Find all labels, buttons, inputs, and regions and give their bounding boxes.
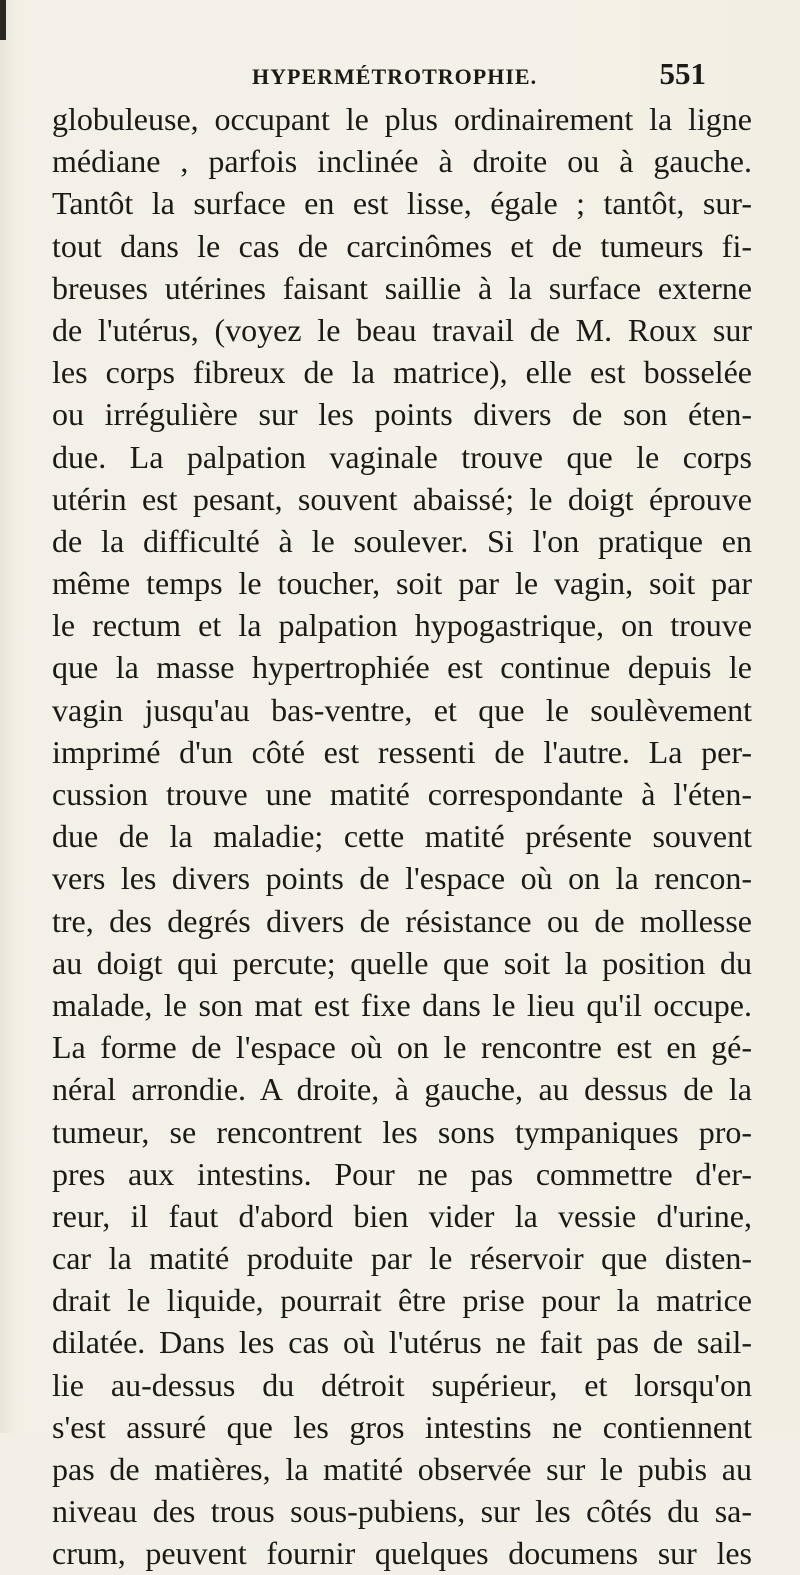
text-line: tout dans le cas de carcinômes et de tumeurs fi- (52, 227, 752, 264)
text-line: ou irrégulière sur les points divers de son éten- (52, 396, 752, 433)
text-line: globuleuse, occupant le plus ordinairement la ligne (52, 101, 752, 137)
text-line: de la difficulté à le soulever. Si l'on pratique en (52, 522, 752, 559)
text-line: le rectum et la palpation hypogastrique, on trouve (52, 607, 752, 644)
text-line: les corps fibreux de la matrice), elle est bosselée (52, 354, 752, 391)
page-number: 551 (659, 56, 706, 91)
text-line: vers les divers points de l'espace où on la rencon- (52, 860, 752, 897)
page-header (250, 56, 706, 102)
text-line: due. La palpation vaginale trouve que le corps (52, 438, 752, 475)
text-line: vagin jusqu'au bas-ventre, et que le soulèvement (52, 691, 752, 728)
text-line: de l'utérus, (voyez le beau travail de M. Roux sur (52, 311, 752, 348)
text-line: drait le liquide, pourrait être prise pour la matrice (52, 1282, 752, 1319)
text-line: Tantôt la surface en est lisse, égale ; tantôt, sur- (52, 185, 752, 222)
body-text (52, 98, 752, 1575)
text-line: due de la maladie; cette matité présente souvent (52, 818, 752, 855)
text-line: dilatée. Dans les cas où l'utérus ne fait pas de sail- (52, 1324, 752, 1361)
text-line: néral arrondie. A droite, à gauche, au dessus de la (52, 1071, 752, 1108)
text-line: même temps le toucher, soit par le vagin, soit par (52, 565, 752, 602)
text-line: malade, le son mat est fixe dans le lieu qu'il occupe. (52, 986, 752, 1023)
text-line: utérin est pesant, souvent abaissé; le doigt éprouve (52, 480, 752, 517)
text-line: s'est assuré que les gros intestins ne contiennent (52, 1408, 752, 1445)
text-line: pas de matières, la matité observée sur le pubis au (52, 1451, 752, 1487)
text-line: au doigt qui percute; quelle que soit la position du (52, 944, 752, 981)
scan-edge-mark (0, 0, 6, 40)
running-head: HYPERMÉTROTROPHIE. (252, 64, 538, 89)
text-line: niveau des trous sous-pubiens, sur les côtés du sa- (52, 1493, 752, 1530)
text-line: reur, il faut d'abord bien vider la vessie d'urine, (52, 1197, 752, 1234)
text-line: pres aux intestins. Pour ne pas commettre d'er- (52, 1155, 752, 1192)
text-line: tre, des degrés divers de résistance ou de mollesse (52, 902, 752, 939)
text-line: breuses utérines faisant saillie à la surface externe (52, 269, 752, 306)
text-line: cussion trouve une matité correspondante à l'éten- (52, 776, 752, 812)
text-line: médiane , parfois inclinée à droite ou à gauche. (52, 143, 752, 180)
text-line: que la masse hypertrophiée est continue depuis le (52, 649, 752, 686)
text-line: tumeur, se rencontrent les sons tympaniques pro- (52, 1113, 752, 1150)
text-line: La forme de l'espace où on le rencontre est en gé- (52, 1029, 752, 1066)
text-line: crum, peuvent fournir quelques documens sur les (52, 1535, 752, 1572)
text-line: car la matité produite par le réservoir que disten- (52, 1240, 752, 1277)
text-line: lie au-dessus du détroit supérieur, et lorsqu'on (52, 1366, 752, 1403)
text-line: imprimé d'un côté est ressenti de l'autre. La per- (52, 733, 752, 770)
